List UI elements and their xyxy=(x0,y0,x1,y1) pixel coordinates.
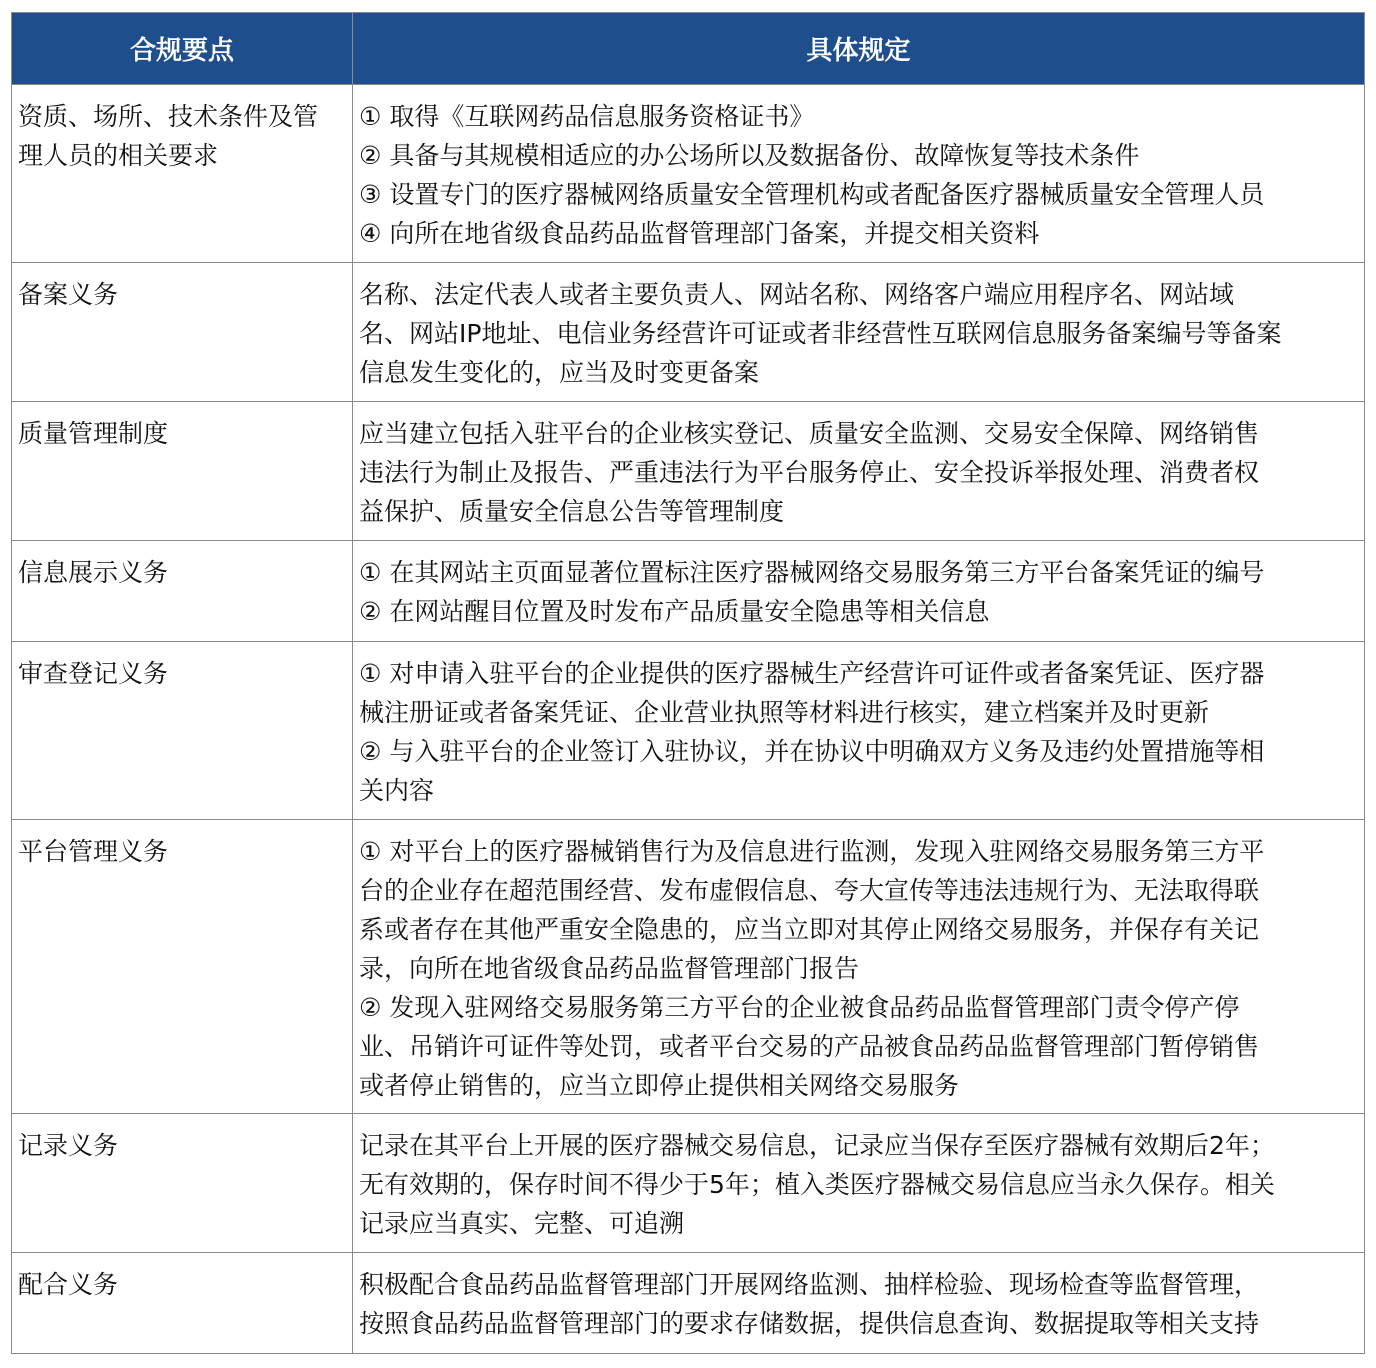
regulation-detail-line: 或者停止销售的，应当立即停止提供相关网络交易服务 xyxy=(359,1071,960,1100)
compliance-point-cell xyxy=(12,1114,353,1253)
compliance-point-cell xyxy=(12,820,353,1114)
regulation-detail-line: 系或者存在其他严重安全隐患的，应当立即对其停止网络交易服务，并保存有关记 xyxy=(359,915,1260,944)
regulation-detail-line: 信息发生变化的，应当及时变更备案 xyxy=(359,358,760,387)
regulation-detail-cell xyxy=(353,1253,1365,1354)
regulation-detail-line: 名、网站IP地址、电信业务经营许可证或者非经营性互联网信息服务备案编号等备案 xyxy=(359,319,1282,348)
column-header-point: 合规要点 xyxy=(12,13,353,85)
regulation-detail-line: ④ 向所在地省级食品药品监督管理部门备案，并提交相关资料 xyxy=(359,219,1040,248)
table-row xyxy=(12,1114,1365,1253)
compliance-point-text: 审查登记义务 xyxy=(18,659,169,688)
regulation-detail-cell xyxy=(353,85,1365,263)
table-row xyxy=(12,541,1365,642)
regulation-detail-cell xyxy=(353,263,1365,402)
table-row xyxy=(12,263,1365,402)
regulation-detail-line: 台的企业存在超范围经营、发布虚假信息、夸大宣传等违法违规行为、无法取得联 xyxy=(359,876,1260,905)
regulation-detail-line: 械注册证或者备案凭证、企业营业执照等材料进行核实，建立档案并及时更新 xyxy=(359,698,1210,727)
compliance-point-text: 质量管理制度 xyxy=(18,419,169,448)
regulation-detail-line: ① 对平台上的医疗器械销售行为及信息进行监测，发现入驻网络交易服务第三方平 xyxy=(359,837,1265,866)
compliance-table xyxy=(11,12,1365,1354)
regulation-detail-line: ② 具备与其规模相适应的办公场所以及数据备份、故障恢复等技术条件 xyxy=(359,141,1140,170)
regulation-detail-line: 违法行为制止及报告、严重违法行为平台服务停止、安全投诉举报处理、消费者权 xyxy=(359,458,1260,487)
compliance-point-cell xyxy=(12,263,353,402)
regulation-detail-line: 益保护、质量安全信息公告等管理制度 xyxy=(359,497,785,526)
regulation-detail-line: 业、吊销许可证件等处罚，或者平台交易的产品被食品药品监督管理部门暂停销售 xyxy=(359,1032,1260,1061)
regulation-detail-line: ② 与入驻平台的企业签订入驻协议，并在协议中明确双方义务及违约处置措施等相 xyxy=(359,737,1265,766)
regulation-detail-line: ② 在网站醒目位置及时发布产品质量安全隐患等相关信息 xyxy=(359,597,990,626)
compliance-point-text: 资质、场所、技术条件及管 xyxy=(18,102,319,131)
regulation-detail-line: ③ 设置专门的医疗器械网络质量安全管理机构或者配备医疗器械质量安全管理人员 xyxy=(359,180,1265,209)
compliance-point-cell xyxy=(12,642,353,820)
compliance-point-cell xyxy=(12,402,353,541)
compliance-point-text: 配合义务 xyxy=(18,1270,119,1299)
regulation-detail-line: ① 在其网站主页面显著位置标注医疗器械网络交易服务第三方平台备案凭证的编号 xyxy=(359,558,1265,587)
compliance-point-text: 备案义务 xyxy=(18,280,119,309)
regulation-detail-line: 记录在其平台上开展的医疗器械交易信息，记录应当保存至医疗器械有效期后2年； xyxy=(359,1131,1275,1160)
table-row xyxy=(12,1253,1365,1354)
regulation-detail-line: 无有效期的，保存时间不得少于5年；植入类医疗器械交易信息应当永久保存。相关 xyxy=(359,1170,1275,1199)
compliance-point-cell xyxy=(12,541,353,642)
compliance-point-text: 理人员的相关要求 xyxy=(18,141,219,170)
regulation-detail-cell xyxy=(353,402,1365,541)
regulation-detail-line: 记录应当真实、完整、可追溯 xyxy=(359,1209,685,1238)
table-row xyxy=(12,402,1365,541)
table-row xyxy=(12,85,1365,263)
regulation-detail-cell xyxy=(353,642,1365,820)
table-row xyxy=(12,820,1365,1114)
regulation-detail-line: 关内容 xyxy=(359,776,435,805)
regulation-detail-cell xyxy=(353,820,1365,1114)
compliance-point-cell xyxy=(12,1253,353,1354)
regulation-detail-line: 录，向所在地省级食品药品监督管理部门报告 xyxy=(359,954,860,983)
table-row xyxy=(12,642,1365,820)
regulation-detail-line: 应当建立包括入驻平台的企业核实登记、质量安全监测、交易安全保障、网络销售 xyxy=(359,419,1260,448)
column-header-detail: 具体规定 xyxy=(353,13,1365,85)
compliance-point-text: 信息展示义务 xyxy=(18,558,169,587)
regulation-detail-cell xyxy=(353,541,1365,642)
regulation-detail-line: ② 发现入驻网络交易服务第三方平台的企业被食品药品监督管理部门责令停产停 xyxy=(359,993,1240,1022)
regulation-detail-line: 名称、法定代表人或者主要负责人、网站名称、网络客户端应用程序名、网站域 xyxy=(359,280,1235,309)
regulation-detail-line: ① 对申请入驻平台的企业提供的医疗器械生产经营许可证件或者备案凭证、医疗器 xyxy=(359,659,1265,688)
table-header-row xyxy=(12,13,1365,85)
compliance-point-text: 记录义务 xyxy=(18,1131,119,1160)
regulation-detail-line: ① 取得《互联网药品信息服务资格证书》 xyxy=(359,102,815,131)
regulation-detail-cell xyxy=(353,1114,1365,1253)
regulation-detail-line: 积极配合食品药品监督管理部门开展网络监测、抽样检验、现场检查等监督管理， xyxy=(359,1270,1260,1299)
compliance-point-text: 平台管理义务 xyxy=(18,837,169,866)
regulation-detail-line: 按照食品药品监督管理部门的要求存储数据，提供信息查询、数据提取等相关支持 xyxy=(359,1309,1260,1338)
compliance-point-cell xyxy=(12,85,353,263)
